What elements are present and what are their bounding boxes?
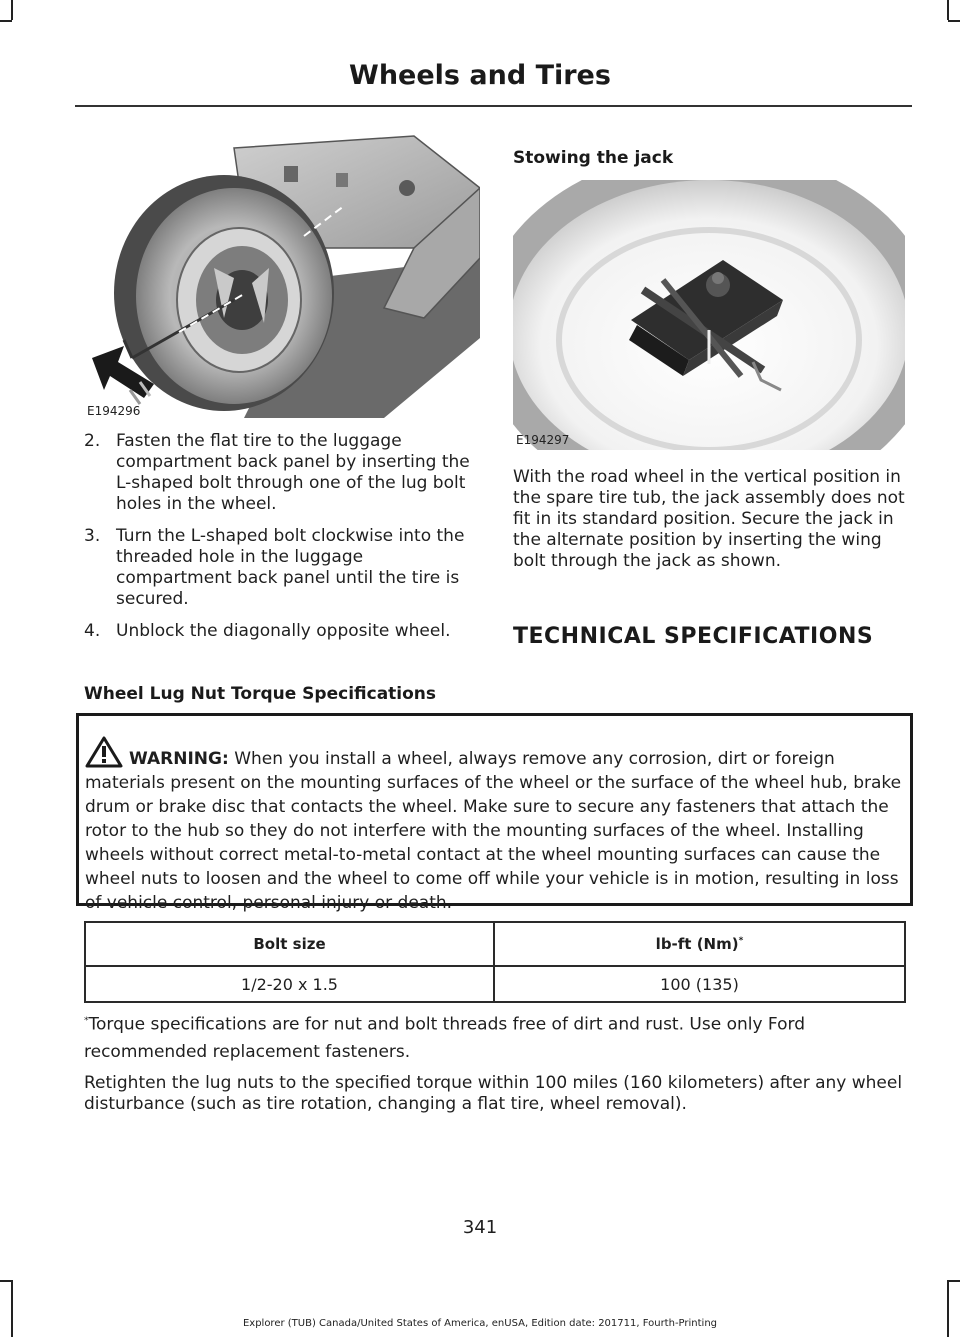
stowing-heading: Stowing the jack [513,148,674,168]
page-number: 341 [462,1217,498,1238]
warning-triangle-icon [85,736,123,768]
step-text: Fasten the flat tire to the luggage compartment back panel by inserting the L-shaped bolt through one of the lug bolt holes in the wheel. [116,431,470,514]
header-divider [75,105,912,107]
crop-mark [947,0,949,20]
crop-mark [948,20,960,22]
footnote-marker: * [84,1016,89,1026]
footnote-paragraph [84,1008,914,1066]
footnote-marker: * [738,936,744,946]
warning-label: WARNING: [129,749,229,769]
step-list [84,431,479,653]
footnote [84,1008,914,1115]
crop-mark [0,20,12,22]
crop-mark [948,1280,960,1282]
spare-tire-bolt-illustration [84,118,480,422]
crop-mark [0,1280,12,1282]
figure-code: E194297 [516,433,570,447]
header-cell-text: lb-ft (Nm) [655,935,739,953]
footer-edition: Explorer (TUB) Canada/United States of America, enUSA, Edition date: 201711, Fourth-Printing [242,1318,718,1329]
table-cell: 100 (135) [494,966,905,1002]
table-header-row [85,922,905,966]
step-text: Unblock the diagonally opposite wheel. [116,621,451,641]
stowing-paragraph: With the road wheel in the vertical position in the spare tire tub, the jack assembly does not fit in its standard position. Secure the jack in the alternate position by inserting the wing bolt through the jack as shown. [513,467,905,571]
step-number: 2. [84,431,101,451]
torque-spec-table [84,921,906,1003]
list-item [84,621,479,642]
table-header [494,922,905,966]
torque-heading: Wheel Lug Nut Torque Specifications [84,684,437,704]
footnote-text: Torque specifications are for nut and bolt threads free of dirt and rust. Use only Ford recommended replacement fasteners. [84,1014,805,1062]
figure-code: E194296 [87,404,141,418]
page-title: Wheels and Tires [349,60,611,91]
step-text: Turn the L-shaped bolt clockwise into the threaded hole in the luggage compartment back panel until the tire is secured. [116,526,465,609]
section-heading: TECHNICAL SPECIFICATIONS [513,624,874,649]
step-number: 3. [84,526,101,546]
jack-in-spare-tub-illustration [513,180,905,450]
crop-mark [11,0,13,20]
table-header [85,922,494,966]
table-cell: 1/2-20 x 1.5 [85,966,494,1002]
list-item [84,431,479,515]
step-number: 4. [84,621,101,641]
warning-paragraph [85,736,904,915]
retighten-paragraph: Retighten the lug nuts to the specified torque within 100 miles (160 kilometers) after any wheel disturbance (such as tire rotation, changing a flat tire, wheel removal). [84,1072,903,1114]
header-cell-text: Bolt size [253,935,326,953]
warning-box [76,713,913,913]
warning-text: When you install a wheel, always remove any corrosion, dirt or foreign materials present on the mounting surfaces of the wheel or the surface of the wheel hub, brake drum or brake disc that contacts the wheel. Make sure to secure any fasteners that attach the rotor to the hub so they do not interfere with the mounting surfaces of the wheel. Installing wheels without correct metal-to-metal contact at the wheel mounting surfaces can cause the wheel nuts to loosen and the wheel to come off while your vehicle is in motion, resulting in loss of vehicle control, personal injury or death. [85,749,902,913]
table-row [85,966,905,1002]
list-item [84,526,479,610]
